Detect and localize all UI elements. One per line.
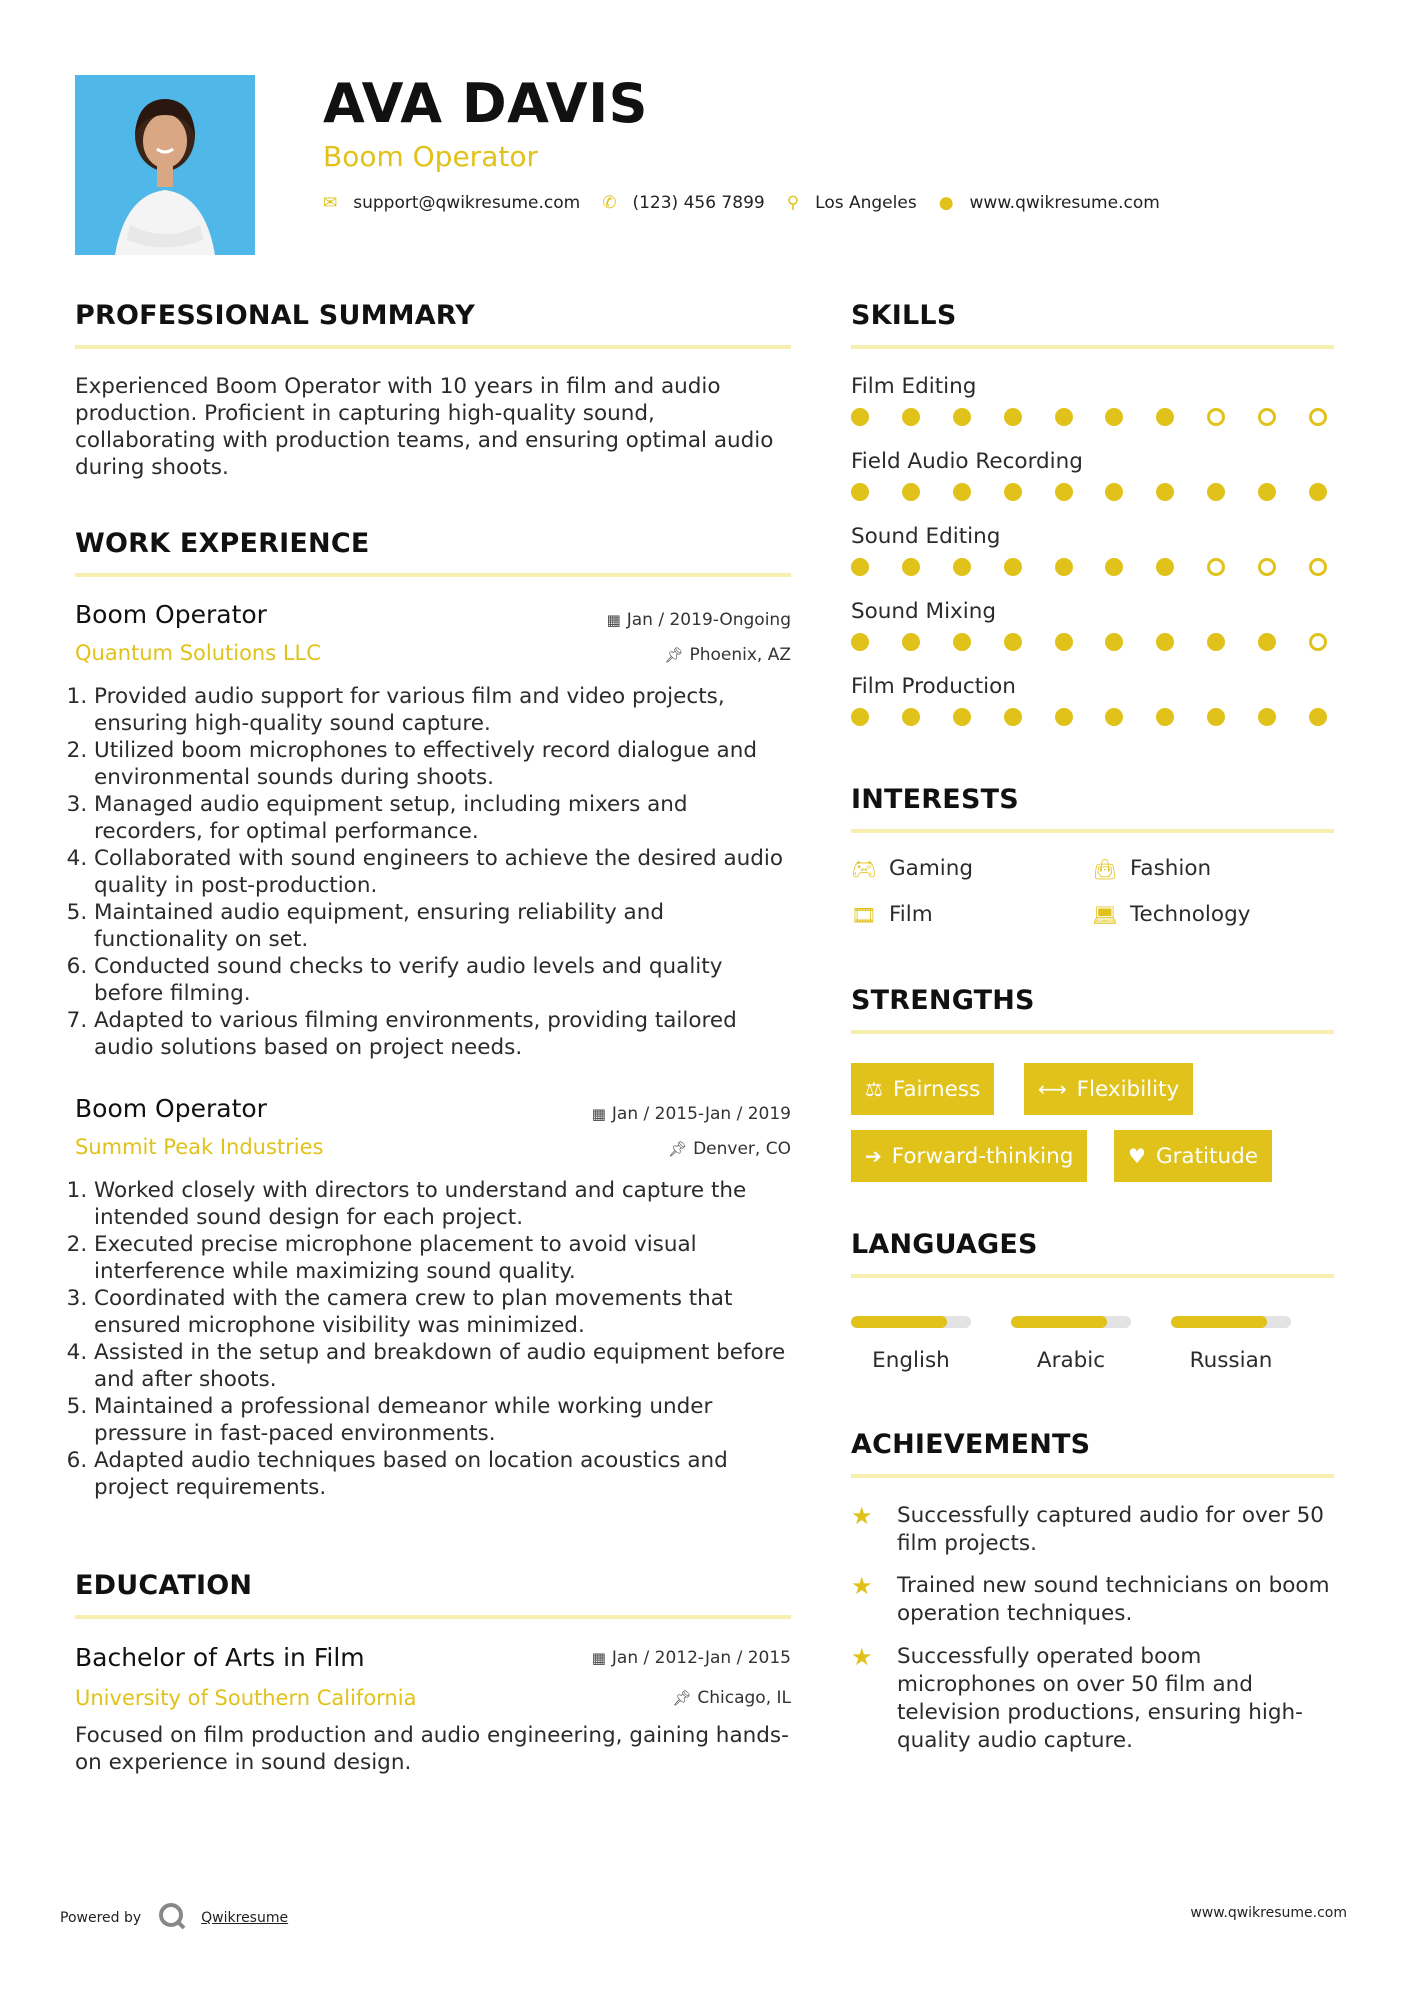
rating-dot-filled (1055, 408, 1073, 426)
skills-heading: SKILLS (851, 300, 957, 331)
strength-label: Fairness (892, 1076, 981, 1102)
degree-title: Bachelor of Arts in Film (75, 1643, 365, 1672)
rating-dot-filled (1156, 558, 1174, 576)
rating-dot-filled (1207, 708, 1225, 726)
list-item: 3. Managed audio equipment setup, including mixers and recorders, for optimal performance. (94, 791, 795, 845)
language-level-bar (851, 1316, 971, 1328)
pushpin-icon: 📌︎ (664, 646, 684, 664)
education-dates (592, 1648, 791, 1668)
list-item: 4. Collaborated with sound engineers to achieve the desired audio quality in post-production. (94, 845, 795, 899)
footer-website[interactable]: www.qwikresume.com (1190, 1905, 1347, 1921)
achievement-text: Successfully operated boom microphones on over 50 film and television productions, ensuring high-quality audio capture. (897, 1644, 1303, 1753)
skill-name: Field Audio Recording (851, 449, 1083, 474)
interest-label: Gaming (889, 856, 974, 881)
education-description: Focused on film production and audio engineering, gaining hands-on experience in sound design. (75, 1723, 789, 1775)
rating-dot-filled (1105, 558, 1123, 576)
interests-divider (851, 829, 1334, 833)
film-icon: 🎞︎ (851, 902, 877, 927)
achievements-divider (851, 1474, 1334, 1478)
heart-icon: ♥ (1128, 1144, 1146, 1168)
list-item: 2. Executed precise microphone placement to avoid visual interference while maximizing sound quality. (94, 1231, 795, 1285)
skill-item (851, 374, 1334, 449)
contact-phone[interactable] (602, 193, 764, 213)
language-name: English (872, 1348, 950, 1373)
calendar-icon: ▦ (591, 1649, 606, 1667)
rating-dot-filled (1105, 408, 1123, 426)
location-text: Los Angeles (815, 193, 917, 213)
pushpin-icon: 📌︎ (672, 1689, 692, 1707)
language-item (851, 1316, 1011, 1373)
qwikresume-logo-icon (157, 1901, 187, 1935)
rating-dot-filled (1309, 708, 1327, 726)
job-title: Boom Operator (75, 600, 267, 629)
profile-photo (75, 75, 255, 255)
skill-rating (851, 483, 1327, 501)
rating-dot-filled (953, 408, 971, 426)
work-heading: WORK EXPERIENCE (75, 528, 370, 559)
job-dates-text: Jan / 2019-Ongoing (626, 610, 791, 630)
website-text: www.qwikresume.com (969, 193, 1160, 213)
list-item: 2. Utilized boom microphones to effectively record dialogue and environmental sounds during shoots. (94, 737, 795, 791)
education-heading: EDUCATION (75, 1570, 253, 1601)
gamepad-icon: 🎮︎ (851, 856, 877, 881)
achievement-item (851, 1643, 1334, 1755)
rating-dot-filled (1105, 483, 1123, 501)
achievement-text: Successfully captured audio for over 50 film projects. (897, 1503, 1324, 1556)
rating-dot-filled (1004, 483, 1022, 501)
skill-item (851, 524, 1334, 599)
rating-dot-filled (1207, 483, 1225, 501)
achievements-heading: ACHIEVEMENTS (851, 1429, 1091, 1460)
language-item (1011, 1316, 1171, 1373)
language-level-bar (1171, 1316, 1291, 1328)
phone-text: (123) 456 7899 (632, 193, 765, 213)
strengths-heading: STRENGTHS (851, 985, 1035, 1016)
skill-rating (851, 408, 1327, 426)
footer-powered-by (60, 1901, 288, 1935)
rating-dot-filled (1258, 708, 1276, 726)
globe-icon: ● (938, 193, 954, 213)
rating-dot-filled (1207, 633, 1225, 651)
strength-tag-forward-thinking (851, 1130, 1087, 1182)
school-name: University of Southern California (75, 1686, 417, 1710)
star-icon: ★ (851, 1502, 873, 1530)
skill-item (851, 599, 1334, 674)
arrow-right-icon: ➔ (865, 1144, 882, 1168)
rating-dot-filled (953, 708, 971, 726)
skills-list (851, 374, 1334, 749)
calendar-icon: ▦ (591, 1105, 606, 1123)
rating-dot-filled (851, 708, 869, 726)
rating-dot-filled (1156, 483, 1174, 501)
languages-list (851, 1316, 1334, 1373)
list-item: 4. Assisted in the setup and breakdown of audio equipment before and after shoots. (94, 1339, 795, 1393)
job-company: Summit Peak Industries (75, 1135, 324, 1159)
interest-label: Film (889, 902, 933, 927)
job-duties (75, 683, 795, 1061)
languages-divider (851, 1274, 1334, 1278)
language-level-bar (1011, 1316, 1131, 1328)
rating-dot-filled (1055, 708, 1073, 726)
phone-icon: ✆ (602, 193, 617, 213)
rating-dot-filled (851, 483, 869, 501)
rating-dot-filled (953, 483, 971, 501)
achievement-item (851, 1502, 1334, 1558)
rating-dot-empty (1309, 558, 1327, 576)
contact-bar (323, 193, 1182, 213)
calendar-icon: ▦ (606, 611, 621, 629)
list-item: 6. Adapted audio techniques based on location acoustics and project requirements. (94, 1447, 795, 1501)
rating-dot-filled (1309, 483, 1327, 501)
strength-label: Flexibility (1076, 1076, 1180, 1102)
list-item: 5. Maintained audio equipment, ensuring reliability and functionality on set. (94, 899, 795, 953)
skills-divider (851, 345, 1334, 349)
rating-dot-filled (1258, 483, 1276, 501)
job-company: Quantum Solutions LLC (75, 641, 321, 665)
education-dates-text: Jan / 2012-Jan / 2015 (611, 1648, 791, 1668)
summary-text: Experienced Boom Operator with 10 years in film and audio production. Proficient in capturing high-quality sound, collaborating with production teams, and ensuring optimal audio during shoots. (75, 374, 774, 480)
strength-label: Forward-thinking (891, 1143, 1074, 1169)
list-item: 7. Adapted to various filming environments, providing tailored audio solutions based on project needs. (94, 1007, 795, 1061)
brand-link[interactable]: Qwikresume (201, 1910, 289, 1926)
summary-heading: PROFESSIONAL SUMMARY (75, 300, 476, 331)
rating-dot-filled (851, 558, 869, 576)
job-location (668, 1139, 791, 1159)
skill-name: Sound Mixing (851, 599, 997, 624)
powered-by-text: Powered by (60, 1910, 142, 1926)
pushpin-icon: 📌︎ (668, 1140, 688, 1158)
email-text: support@qwikresume.com (353, 193, 581, 213)
interest-item-technology (1092, 902, 1250, 927)
rating-dot-filled (953, 633, 971, 651)
work-divider (75, 573, 791, 577)
skill-name: Film Editing (851, 374, 977, 399)
strength-tag-flexibility (1024, 1063, 1193, 1115)
rating-dot-filled (902, 408, 920, 426)
interests-heading: INTERESTS (851, 784, 1019, 815)
rating-dot-filled (1004, 558, 1022, 576)
education-divider (75, 1615, 791, 1619)
list-item: 3. Coordinated with the camera crew to plan movements that ensured microphone visibility was minimized. (94, 1285, 795, 1339)
achievement-item (851, 1572, 1334, 1628)
strength-tag-gratitude (1114, 1130, 1272, 1182)
rating-dot-filled (851, 408, 869, 426)
language-item (1171, 1316, 1331, 1373)
strengths-divider (851, 1030, 1334, 1034)
languages-heading: LANGUAGES (851, 1229, 1038, 1260)
strength-tag-fairness (851, 1063, 994, 1115)
interest-item-gaming (851, 856, 973, 881)
rating-dot-filled (953, 558, 971, 576)
map-pin-icon: ⚲ (786, 193, 800, 213)
shopping-bag-icon: 👜︎ (1092, 856, 1118, 881)
rating-dot-empty (1207, 558, 1225, 576)
skill-rating (851, 633, 1327, 651)
job-location-text: Denver, CO (693, 1139, 791, 1159)
skill-item (851, 674, 1334, 749)
skill-item (851, 449, 1334, 524)
rating-dot-filled (902, 558, 920, 576)
laptop-icon: 💻︎ (1092, 902, 1118, 927)
interest-item-film (851, 902, 933, 927)
rating-dot-filled (902, 633, 920, 651)
job-location-text: Phoenix, AZ (689, 645, 791, 665)
list-item: 1. Provided audio support for various film and video projects, ensuring high-quality sound capture. (94, 683, 795, 737)
job-dates (592, 1104, 791, 1124)
rating-dot-filled (1004, 633, 1022, 651)
skill-rating (851, 558, 1327, 576)
rating-dot-filled (1055, 558, 1073, 576)
contact-website[interactable] (939, 193, 1160, 213)
interest-item-fashion (1092, 856, 1211, 881)
job-title: Boom Operator (75, 1094, 267, 1123)
balance-scale-icon: ⚖ (865, 1077, 883, 1101)
rating-dot-filled (1055, 483, 1073, 501)
rating-dot-filled (1156, 708, 1174, 726)
job-dates (607, 610, 791, 630)
rating-dot-filled (902, 483, 920, 501)
rating-dot-filled (1156, 408, 1174, 426)
language-level-fill (1011, 1316, 1107, 1328)
summary-divider (75, 345, 791, 349)
rating-dot-empty (1258, 558, 1276, 576)
rating-dot-filled (1055, 633, 1073, 651)
contact-location (787, 193, 917, 213)
contact-email[interactable] (323, 193, 580, 213)
rating-dot-filled (1105, 708, 1123, 726)
rating-dot-empty (1258, 408, 1276, 426)
rating-dot-empty (1309, 633, 1327, 651)
language-level-fill (1171, 1316, 1267, 1328)
candidate-name: AVA DAVIS (323, 72, 649, 135)
rating-dot-empty (1207, 408, 1225, 426)
job-duties (75, 1177, 795, 1501)
skill-rating (851, 708, 1327, 726)
rating-dot-filled (851, 633, 869, 651)
envelope-icon: ✉ (323, 193, 338, 213)
star-icon: ★ (851, 1643, 873, 1671)
skill-name: Sound Editing (851, 524, 1001, 549)
education-location-text: Chicago, IL (697, 1688, 791, 1708)
education-location (672, 1688, 791, 1708)
rating-dot-filled (902, 708, 920, 726)
job-location (664, 645, 791, 665)
rating-dot-filled (1105, 633, 1123, 651)
language-level-fill (851, 1316, 947, 1328)
skill-name: Film Production (851, 674, 1016, 699)
interest-label: Technology (1130, 902, 1251, 927)
job-dates-text: Jan / 2015-Jan / 2019 (611, 1104, 791, 1124)
list-item: 1. Worked closely with directors to understand and capture the intended sound design for each project. (94, 1177, 795, 1231)
language-name: Russian (1189, 1348, 1273, 1373)
arrows-horizontal-icon: ⟷ (1038, 1077, 1067, 1101)
rating-dot-filled (1156, 633, 1174, 651)
star-icon: ★ (851, 1572, 873, 1600)
rating-dot-filled (1004, 708, 1022, 726)
rating-dot-empty (1309, 408, 1327, 426)
rating-dot-filled (1004, 408, 1022, 426)
list-item: 5. Maintained a professional demeanor while working under pressure in fast-paced environments. (94, 1393, 795, 1447)
interest-label: Fashion (1130, 856, 1212, 881)
language-name: Arabic (1036, 1348, 1106, 1373)
strength-label: Gratitude (1155, 1143, 1258, 1169)
achievement-text: Trained new sound technicians on boom operation techniques. (897, 1573, 1330, 1626)
list-item: 6. Conducted sound checks to verify audio levels and quality before filming. (94, 953, 795, 1007)
candidate-title: Boom Operator (323, 140, 538, 173)
rating-dot-filled (1258, 633, 1276, 651)
